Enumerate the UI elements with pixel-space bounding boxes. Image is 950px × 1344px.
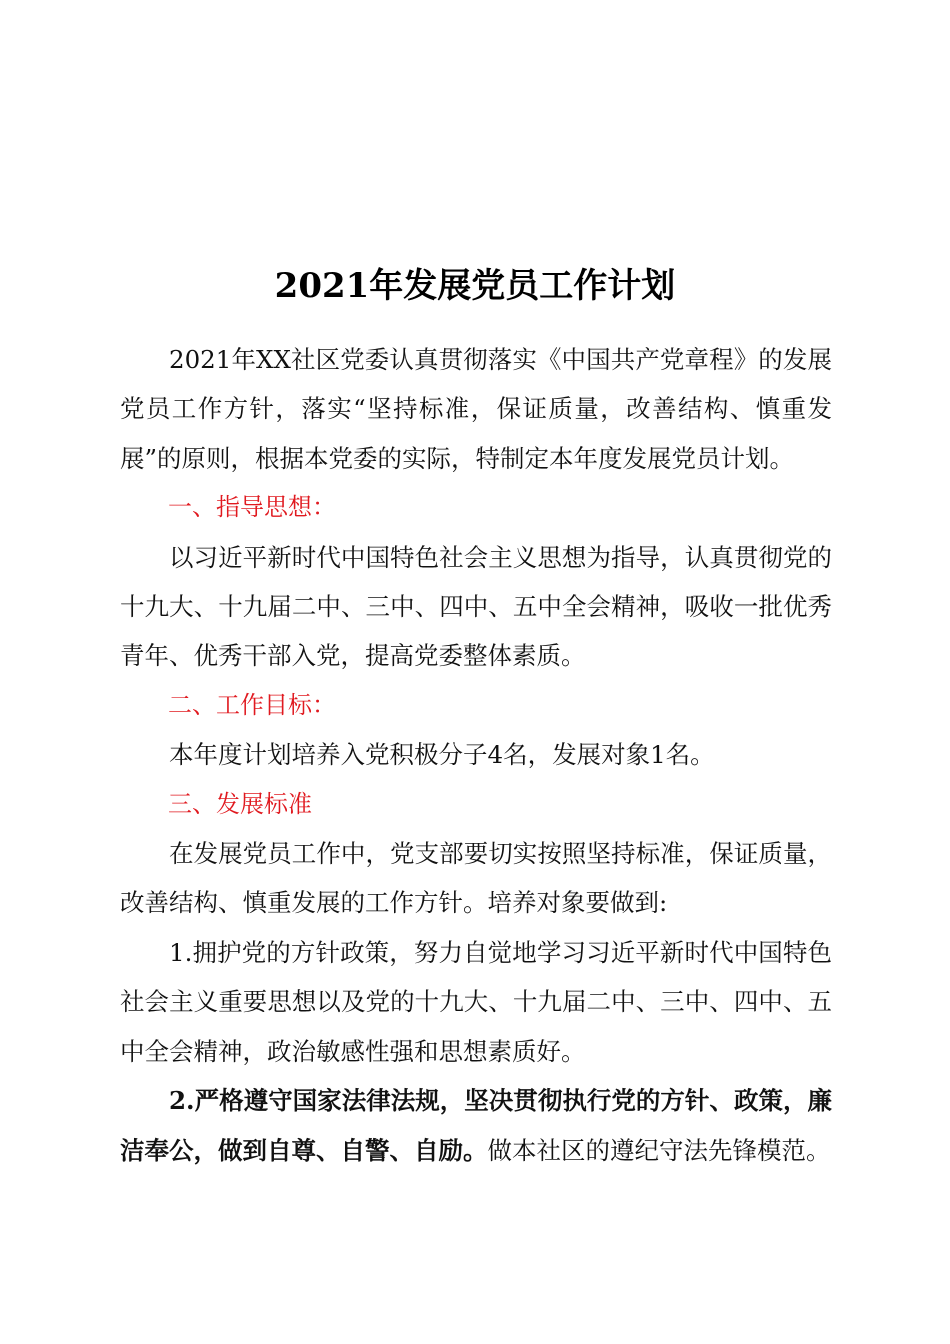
section-3-heading: 三、发展标准 — [168, 789, 312, 818]
section-1-paragraph: 以习近平新时代中国特色社会主义思想为指导，认真贯彻党的十九大、十九届二中、三中、四中、五中全会精神，吸收一批优秀青年、优秀干部入党，提高党委整体素质。 — [120, 542, 832, 671]
section-3-item-2-bold: 2.严格遵守国家法律法规，坚决贯彻执行党的方针、政策，廉洁奉公，做到自尊、自警、自励。 — [120, 1086, 832, 1165]
document-title: 2021年发展党员工作计划 — [274, 266, 676, 306]
section-3-item-2-rest: 做本社区的遵纪守法先锋模范。 — [487, 1135, 831, 1165]
document-body — [120, 335, 832, 1175]
section-3-item-2 — [120, 1076, 832, 1175]
section-3-paragraph: 在发展党员工作中，党支部要切实按照坚持标准，保证质量，改善结构、慎重发展的工作方针。培养对象要做到: — [120, 839, 832, 918]
section-2-paragraph: 本年度计划培养入党积极分子4名，发展对象1名。 — [169, 740, 715, 770]
section-2-heading: 二、工作目标： — [168, 690, 336, 719]
intro-paragraph: 2021年XX社区党委认真贯彻落实《中国共产党章程》的发展党员工作方针，落实“坚持标准，保证质量，改善结构、慎重发展”的原则，根据本党委的实际，特制定本年度发展党员计划。 — [120, 345, 832, 473]
section-1-heading: 一、指导思想： — [168, 493, 336, 522]
section-3-item-1: 1.拥护党的方针政策，努力自觉地学习习近平新时代中国特色社会主义重要思想以及党的十九大、十九届二中、三中、四中、五中全会精神，政治敏感性强和思想素质好。 — [120, 937, 832, 1066]
